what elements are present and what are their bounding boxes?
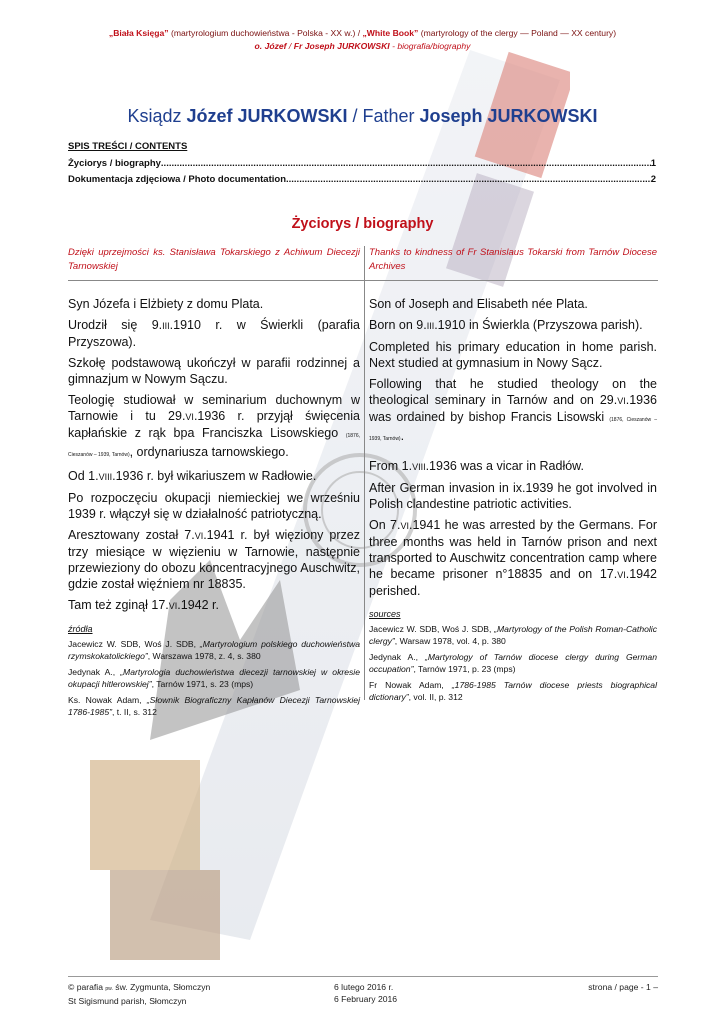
document-header-line2 — [0, 41, 725, 51]
toc-item-page: 1 — [650, 158, 656, 169]
header-sep: / — [286, 41, 294, 51]
source-item: Jacewicz W. SDB, Woś J. SDB, „Martyrology of the Polish Roman-Catholic clergy”, Warsaw 1978, vol. 4, p. 380 — [369, 624, 657, 646]
footer-date: 6 lutego 2016 r. 6 February 2016 — [334, 982, 398, 1004]
document-header-line1 — [0, 28, 725, 38]
header-desc-en: (martyrology of the clergy — Poland — XX century) — [418, 28, 617, 38]
footer-parish: © parafia pw. św. Zygmunta, Słomczyn St Sigismund parish, Słomczyn — [68, 982, 211, 1006]
header-title-pl: „Biała Księga” — [108, 28, 169, 38]
bio-pl-arrest: Aresztowany został 7.VI.1941 r. był więziony przez trzy miesiące w więzieniu w Tarnowie, następnie przewieziony do obozu koncentracyjnego Auschwitz, gdzie został więźniem nr 18835. — [68, 528, 360, 591]
toc-item-biography[interactable] — [68, 158, 656, 169]
column-english — [369, 246, 657, 707]
bio-en-ordination: Following that he studied theology on the theological seminary in Tarnów and on 29.VI.1936 was ordained by bishop Francis Lisowski (1876, Cieszanów – 1939, Tarnów). — [369, 377, 657, 443]
header-desc-pl: (martyrologium duchowieństwa - Polska - XX w.) / — [168, 28, 363, 38]
header-name-pl: o. Józef — [254, 41, 287, 51]
bio-en-birth: Born on 9.III.1910 in Świerkla (Przyszowa parish). — [369, 318, 643, 332]
source-item: Jacewicz W. SDB, Woś J. SDB, „Martyrologium polskiego duchowieństwa rzymskokatolickiego”, Warszawa 1978, z. 4, s. 380 — [68, 639, 361, 661]
bio-pl-patriotic: Po rozpoczęciu okupacji niemieckiej we wrześniu 1939 r. włączył się w działalność patriotyczną. — [68, 491, 360, 521]
bio-pl-birth: Urodził się 9.III.1910 r. w Świerkli (parafia Przyszowa). — [68, 318, 361, 349]
sources-heading-en: sources — [369, 609, 401, 619]
bio-pl-ordination: Teologię studiował w seminarium duchownym w Tarnowie i tu 29.VI.1936 r. przyjął święcenia kapłańskie z rąk bpa Franciszka Lisowskiego (1876, Cieszanów – 1939, Tarnów), ordynariusza tarnowskiego. — [68, 393, 360, 459]
title-prefix-pl: Ksiądz — [127, 106, 187, 126]
bio-en-vicar: From 1.VIII.1936 was a vicar in Radłów. — [369, 459, 584, 473]
bio-pl-vicar: Od 1.VIII.1936 r. był wikariuszem w Radłowie. — [68, 469, 317, 483]
footer-page-number: strona / page - 1 – — [588, 982, 658, 992]
toc-item-page: 2 — [650, 174, 656, 185]
source-item: Jedynak A., „Martyrologia duchowieństwa diecezji tarnowskiej w okresie okupacji hitlerowskiej”, Tarnów 1971, s. 23 (mps) — [68, 667, 360, 689]
footer-rule — [68, 976, 658, 977]
page-title — [0, 106, 725, 127]
title-sep: / Father — [347, 106, 420, 126]
toc-heading: SPIS TREŚCI / CONTENTS — [68, 141, 188, 152]
archive-note-en: Thanks to kindness of Fr Stanislaus Tokarski from Tarnów Diocese Archives — [369, 247, 657, 272]
header-subtitle: - biografia/biography — [389, 41, 471, 51]
source-item: Fr Nowak Adam, „1786-1985 Tarnów diocese priests biographical dictionary”, vol. II, p. 312 — [369, 680, 657, 702]
title-name-en: Joseph JURKOWSKI — [419, 106, 598, 126]
sources-heading-pl: źródła — [68, 624, 93, 634]
section-heading: Życiorys / biography — [291, 216, 434, 232]
source-item: Ks. Nowak Adam, „Słownik Biograficzny Kapłanów Diecezji Tarnowskiej 1786-1985”, t. II, s. 312 — [68, 695, 360, 717]
header-name-en: Fr Joseph JURKOWSKI — [293, 41, 390, 51]
column-polish — [68, 246, 360, 722]
title-name-pl: Józef JURKOWSKI — [186, 106, 348, 126]
bio-en-arrest: On 7.VI.1941 he was arrested by the Germans. For three months was held in Tarnów prison and next transported to Auschwitz concentration camp where he became prisoner n°18835 and on 17.VI.1942 perished. — [369, 518, 657, 598]
bio-en-parents: Son of Joseph and Elisabeth née Plata. — [369, 297, 588, 311]
bio-en-patriotic: After German invasion in ix.1939 he got involved in Polish clandestine patriotic activities. — [369, 481, 657, 511]
column-divider — [364, 246, 365, 700]
archive-note-pl: Dzięki uprzejmości ks. Stanisława Tokarskiego z Achiwum Diecezji Tarnowskiej — [68, 247, 360, 272]
toc-item-label: Życiorys / biography — [68, 158, 161, 169]
bio-pl-death: Tam też zginął 17.VI.1942 r. — [68, 598, 219, 612]
bio-en-school: Completed his primary education in home parish. Next studied at gymnasium in Nowy Sącz. — [369, 340, 657, 370]
source-item: Jedynak A., „Martyrology of Tarnów diocese clergy during German occupation”, Tarnów 1971, p. 23 (mps) — [369, 652, 657, 674]
toc-item-label: Dokumentacja zdjęciowa / Photo documentation — [68, 174, 286, 185]
toc-item-photo-documentation[interactable] — [68, 174, 656, 185]
header-title-en: „White Book” — [362, 28, 419, 38]
bio-pl-parents: Syn Józefa i Elżbiety z domu Plata. — [68, 297, 264, 311]
bio-pl-school: Szkołę podstawową ukończył w parafii rodzinnej a gimnazjum w Nowym Sączu. — [68, 356, 360, 386]
